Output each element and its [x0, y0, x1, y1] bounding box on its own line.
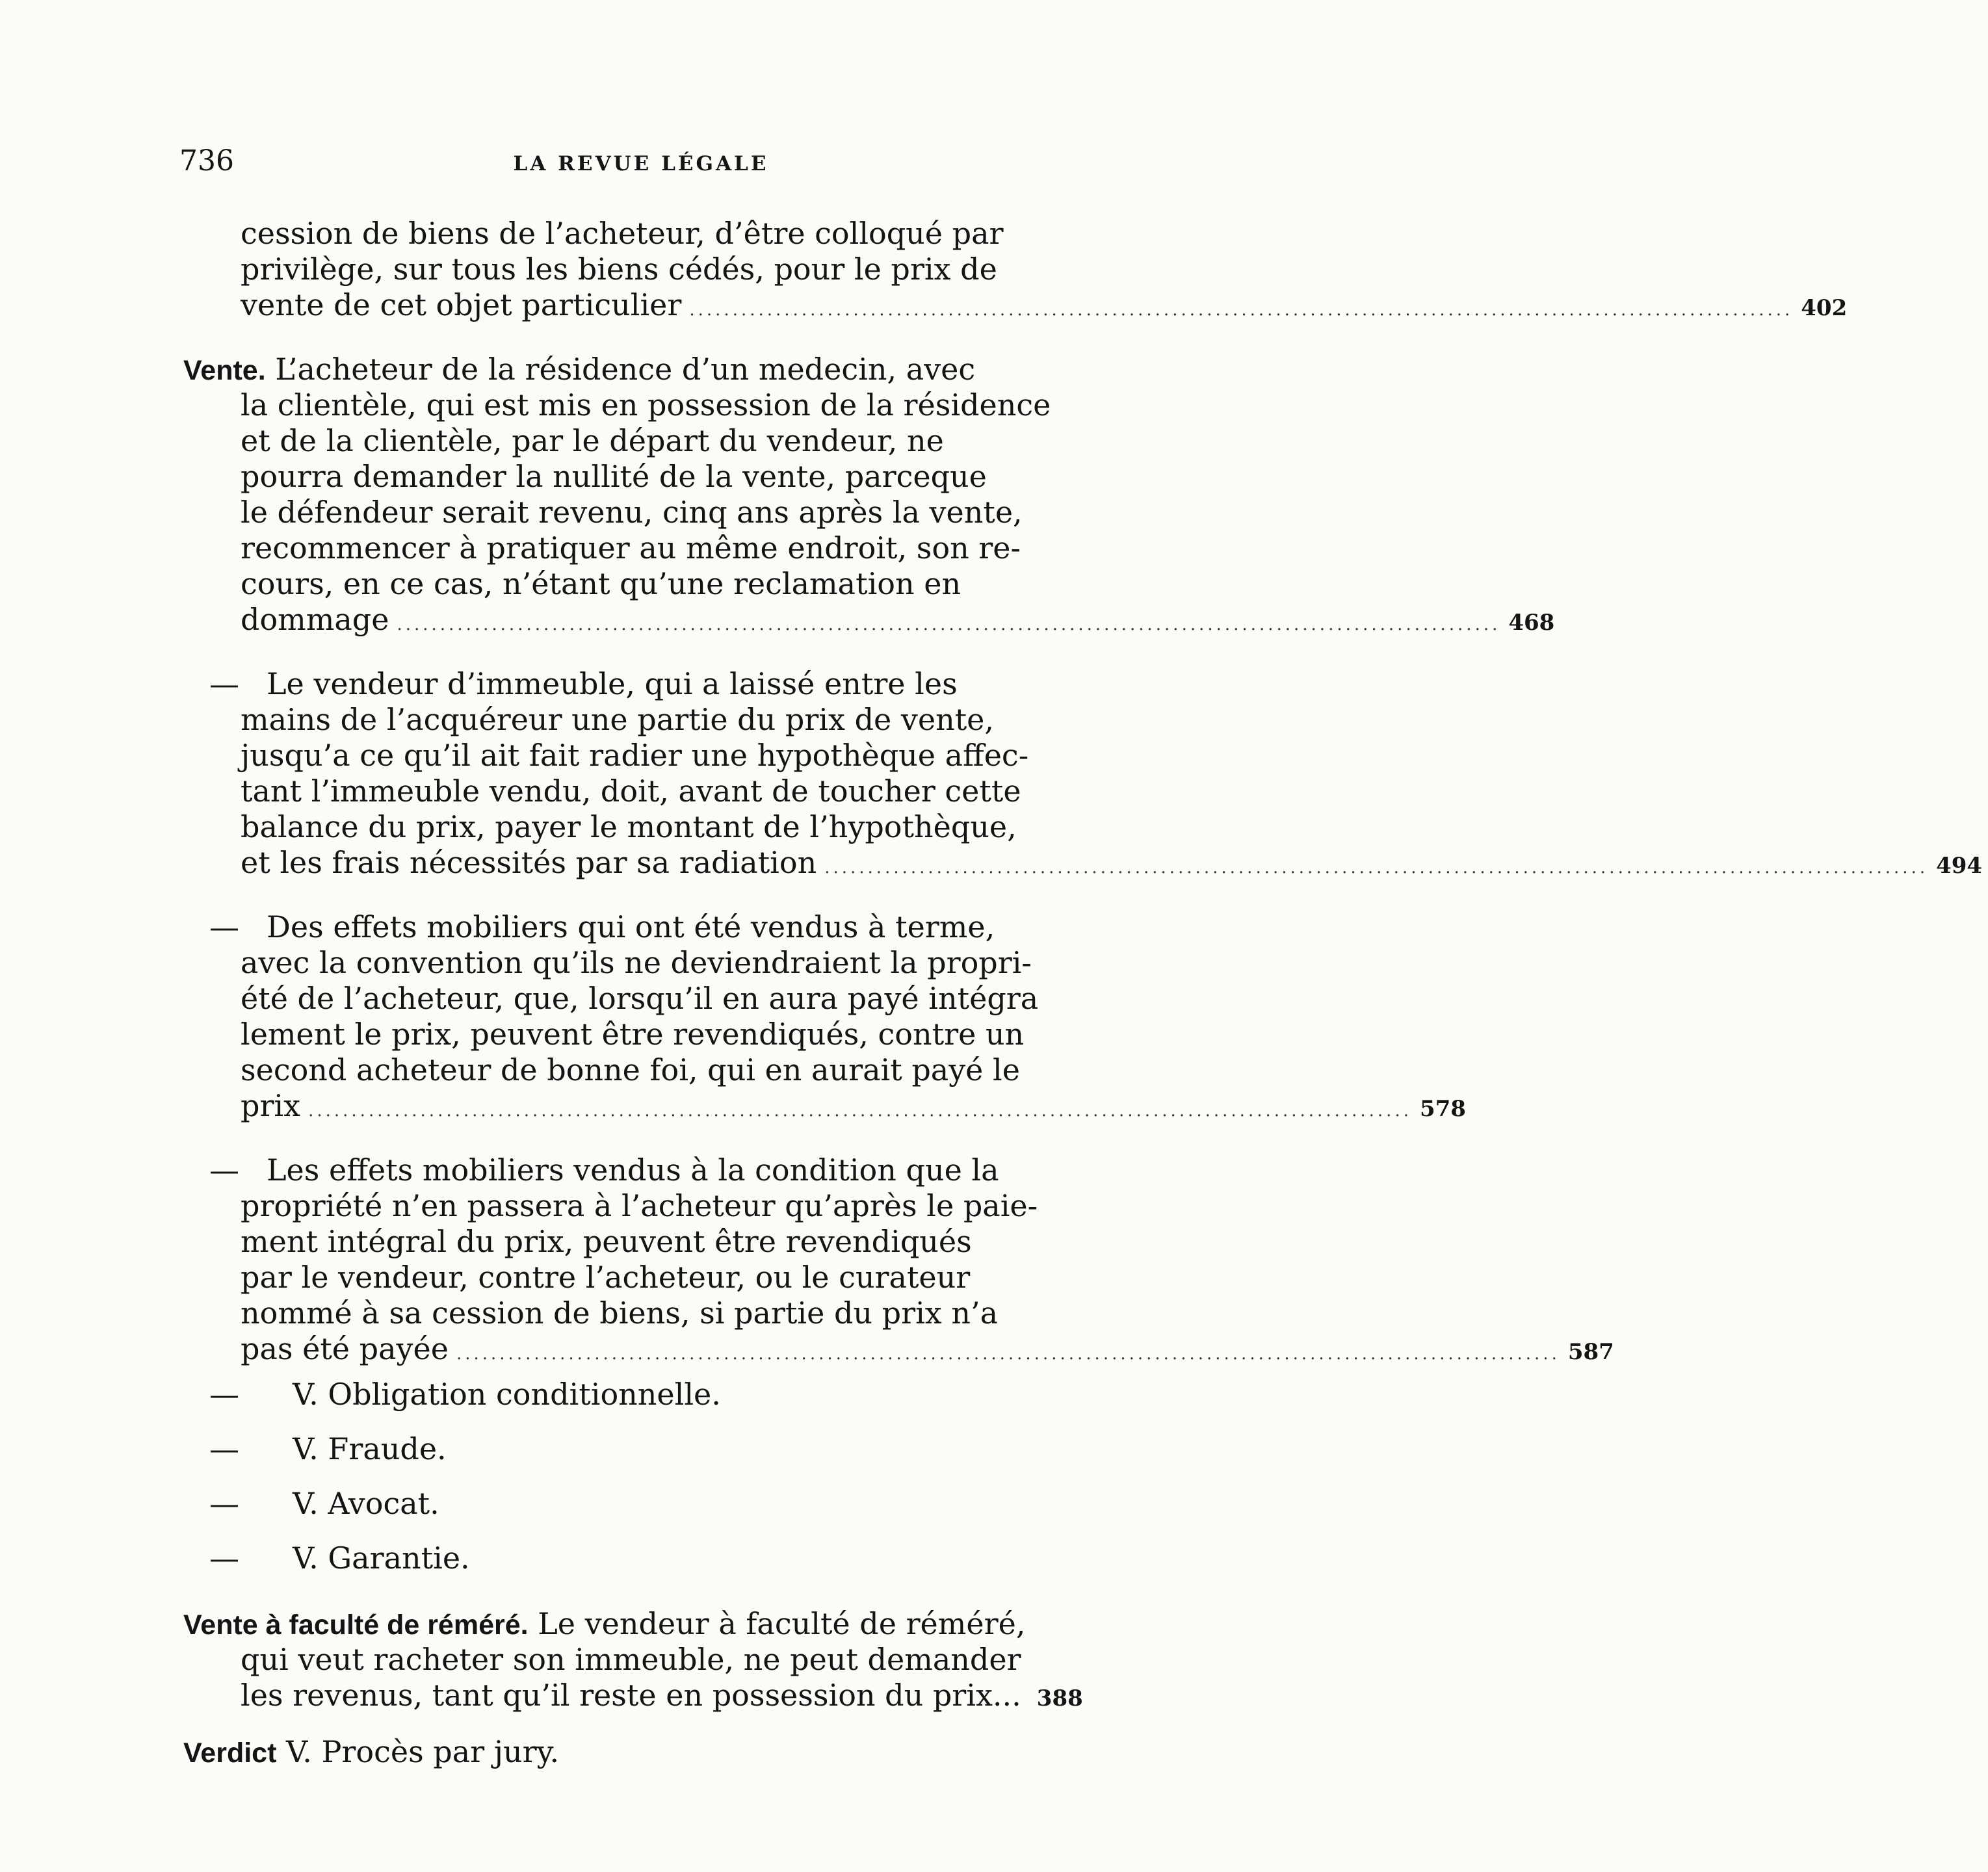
entry-line: mains de l’acquéreur une partie du prix de vente,	[241, 702, 995, 737]
cross-reference	[183, 1476, 1028, 1531]
page-reference: 468	[1508, 610, 1555, 636]
entry-line: avec la convention qu’ils ne deviendraient la propri-	[241, 945, 1032, 980]
entry-text: Le vendeur d’immeuble, qui a laissé entre les	[267, 666, 958, 701]
entry-text: vente de cet objet particulier	[241, 287, 682, 322]
entry-text: Le vendeur à faculté de réméré,	[538, 1606, 1026, 1641]
entry-text: dommage	[241, 602, 389, 637]
entry-line	[183, 666, 1028, 702]
cross-reference-text: V. Fraude.	[293, 1431, 447, 1466]
entry-text: Les effets mobiliers vendus à la condition que la	[267, 1152, 999, 1188]
leader-dots: ................................................................................................................................	[397, 615, 1501, 634]
entry-headword: Vente à faculté de réméré.	[183, 1609, 529, 1641]
index-entry	[183, 1734, 1028, 1770]
entry-line: ment intégral du prix, peuvent être revendiqués	[241, 1224, 972, 1259]
index-entry	[183, 666, 1983, 881]
index-entry	[183, 1606, 1083, 1713]
page-reference: 402	[1801, 295, 1848, 321]
entry-line: propriété n’en passera à l’acheteur qu’après le paie-	[241, 1188, 1038, 1223]
entry-text: pas été payée	[241, 1331, 449, 1366]
entry-line: nommé à sa cession de biens, si partie du prix n’a	[241, 1295, 999, 1331]
index-entry	[183, 1152, 1614, 1367]
entry-dash: —	[209, 1431, 239, 1466]
page-reference: 494	[1936, 853, 1983, 879]
cross-reference-text: V. Avocat.	[293, 1486, 439, 1521]
entry-dash: —	[209, 666, 239, 701]
cross-reference-text: V. Obligation conditionnelle.	[293, 1377, 721, 1412]
entry-dash: —	[209, 1540, 239, 1576]
entry-line: privilège, sur tous les biens cédés, pour le prix de	[241, 252, 997, 287]
entry-line	[183, 845, 1983, 881]
entry-line: été de l’acheteur, que, lorsqu’il en aura payé intégra	[241, 981, 1039, 1016]
index-entry	[183, 216, 1848, 323]
entry-line: second acheteur de bonne foi, qui en aurait payé le	[241, 1052, 1020, 1087]
entry-line	[183, 1331, 1614, 1367]
entry-dash: —	[209, 1152, 239, 1188]
entry-dash: —	[209, 1486, 239, 1521]
entry-dash: —	[209, 1377, 239, 1412]
entry-line	[183, 352, 1028, 387]
entry-headword: Vente.	[183, 355, 266, 386]
page-reference: 388	[1036, 1685, 1083, 1711]
entry-text: Des effets mobiliers qui ont été vendus à terme,	[267, 909, 995, 944]
entry-text: L’acheteur de la résidence d’un medecin, avec	[275, 352, 976, 387]
entry-text: prix	[241, 1088, 301, 1123]
entry-headword: Verdict	[183, 1737, 277, 1769]
index-entry	[183, 909, 1466, 1124]
entry-line: recommencer à pratiquer au même endroit, son re-	[241, 530, 1021, 566]
entry-line	[183, 1678, 1083, 1713]
entry-line: et de la clientèle, par le départ du vendeur, ne	[241, 423, 944, 458]
entry-line	[183, 602, 1555, 638]
entry-line: jusqu’a ce qu’il ait fait radier une hypothèque affec-	[241, 738, 1029, 773]
cross-references	[183, 1367, 1028, 1585]
entry-line: balance du prix, payer le montant de l’hypothèque,	[241, 809, 1017, 844]
entry-text: et les frais nécessités par sa radiation	[241, 845, 817, 880]
index-entry	[183, 352, 1555, 638]
entry-line: qui veut racheter son immeuble, ne peut demander	[241, 1642, 1021, 1677]
page-header	[179, 144, 1025, 190]
cross-reference	[183, 1531, 1028, 1585]
leader-dots: ................................................................................................................................	[308, 1101, 1412, 1121]
leader-dots: ................................................................................................................................	[689, 300, 1794, 320]
entry-line: tant l’immeuble vendu, doit, avant de toucher cette	[241, 774, 1021, 809]
page-number: 736	[179, 144, 234, 177]
entry-line	[183, 287, 1848, 323]
entry-text: les revenus, tant qu’il reste en possession du prix...	[241, 1678, 1021, 1713]
entry-text: V. Procès par jury.	[286, 1734, 560, 1769]
entry-line: pourra demander la nullité de la vente, parceque	[241, 459, 987, 494]
entry-dash: —	[209, 909, 239, 944]
entry-line: lement le prix, peuvent être revendiqués, contre un	[241, 1017, 1025, 1052]
page-reference: 587	[1567, 1339, 1614, 1365]
entry-line: cession de biens de l’acheteur, d’être colloqué par	[241, 216, 1004, 251]
running-title: LA REVUE LÉGALE	[513, 152, 769, 176]
entry-line	[183, 1088, 1466, 1124]
entry-line: la clientèle, qui est mis en possession de la résidence	[241, 387, 1051, 422]
cross-reference-text: V. Garantie.	[293, 1540, 470, 1576]
page-reference: 578	[1419, 1096, 1466, 1122]
leader-dots: ................................................................................................................................	[824, 858, 1929, 878]
entry-line: par le vendeur, contre l’acheteur, ou le curateur	[241, 1260, 971, 1295]
leader-dots: ................................................................................................................................	[456, 1344, 1560, 1364]
entry-line: le défendeur serait revenu, cinq ans après la vente,	[241, 495, 1023, 530]
entry-line	[183, 909, 1028, 945]
cross-reference	[183, 1367, 1028, 1422]
cross-reference	[183, 1422, 1028, 1476]
entry-line: cours, en ce cas, n’étant qu’une reclamation en	[241, 566, 961, 601]
entry-line	[183, 1152, 1028, 1188]
entry-line	[183, 1734, 1028, 1770]
index-entries	[183, 216, 1983, 1770]
entry-line	[183, 1606, 1028, 1642]
